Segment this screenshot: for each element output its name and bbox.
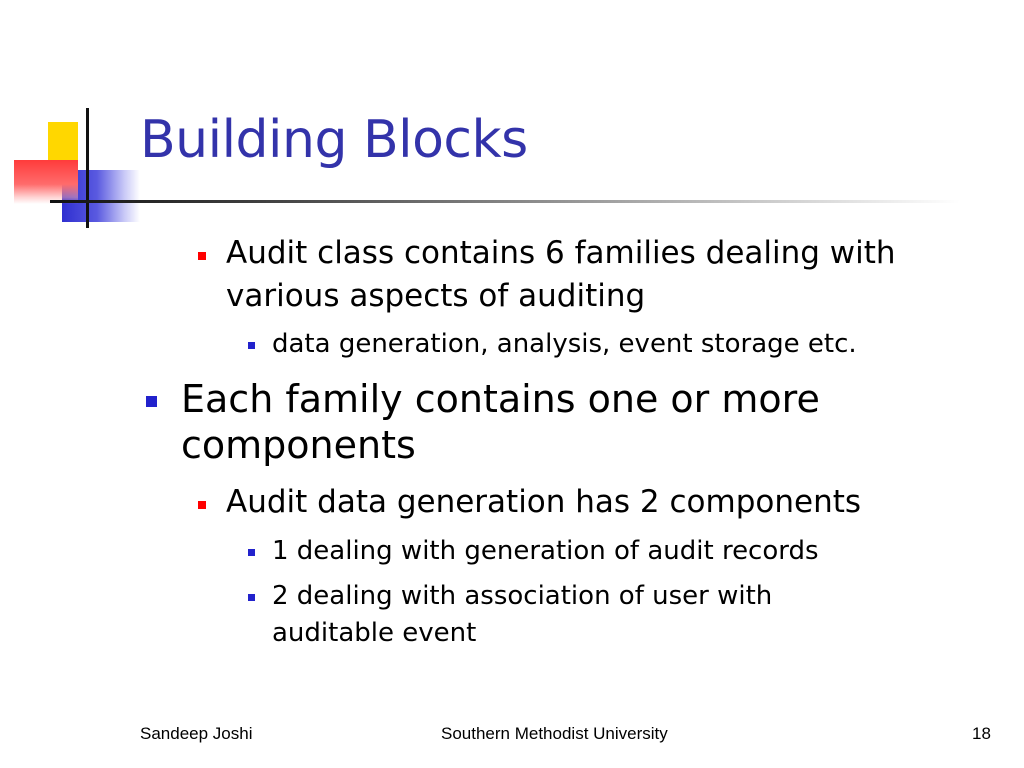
bullet-square-icon xyxy=(198,252,206,260)
bullet-square-icon xyxy=(248,342,255,349)
bullet-square-icon xyxy=(146,396,157,407)
bullet-text: data generation, analysis, event storage etc. xyxy=(272,329,857,359)
footer-author: Sandeep Joshi xyxy=(140,724,253,743)
bullet-item-level3 xyxy=(272,533,972,570)
bullet-item-level2 xyxy=(226,232,996,318)
bullet-item-level3 xyxy=(272,326,972,363)
bullet-text: Audit data generation has 2 components xyxy=(226,484,862,520)
bullet-item-level3 xyxy=(272,578,892,652)
bullet-item-level1 xyxy=(181,376,911,468)
bullet-text: Audit class contains 6 families dealing with various aspects of auditing xyxy=(226,235,896,314)
bullet-item-level2 xyxy=(226,481,996,524)
footer-institution: Southern Methodist University xyxy=(441,724,668,743)
bullet-square-icon xyxy=(248,549,255,556)
bullet-square-icon xyxy=(248,594,255,601)
bullet-text: 2 dealing with association of user with auditable event xyxy=(272,581,773,648)
bullet-text: 1 dealing with generation of audit records xyxy=(272,536,819,566)
footer-page-number: 18 xyxy=(972,724,991,743)
bullet-text: Each family contains one or more components xyxy=(181,377,820,467)
slide-title: Building Blocks xyxy=(140,110,528,170)
bullet-square-icon xyxy=(198,501,206,509)
